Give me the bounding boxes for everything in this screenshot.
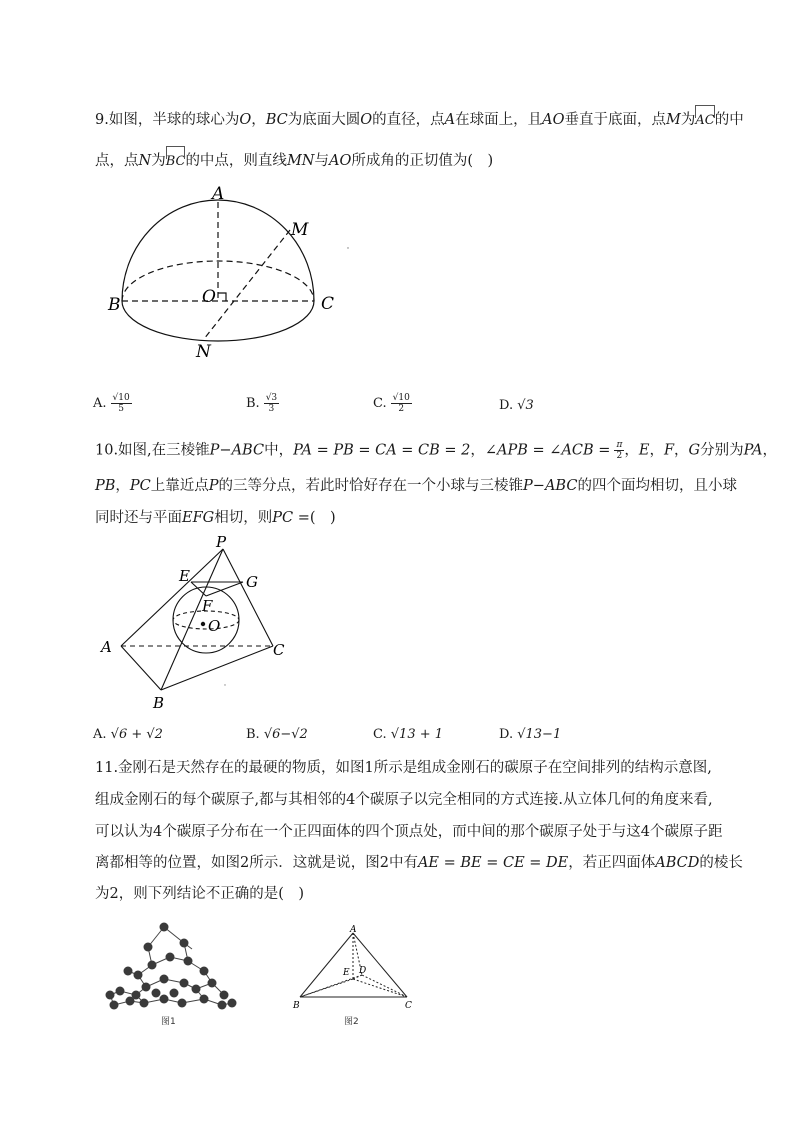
right-angle-mark — [218, 293, 226, 301]
q10-tetrahedron-figure — [95, 535, 305, 715]
label-f: F — [202, 597, 213, 615]
label-c: C — [273, 641, 285, 659]
q10-option-a[interactable]: A. √6 + √2 — [93, 727, 163, 742]
label-c: C — [321, 294, 335, 314]
q9-option-c[interactable]: C. $\frac{√10}{2}$ — [373, 393, 410, 414]
q11-stem-line5: 为2，则下列结论不正确的是( ) — [95, 886, 305, 902]
q10-stem-line1: 10.如图,在三棱锥P−ABC中，PA = PB = CA = CB = 2，∠APB = ∠ACB = $\frac{\pi}{2}$ ，E，F，G分别为PA， — [95, 440, 778, 461]
fig1-caption: 图1 — [161, 1017, 176, 1027]
label-e: E — [343, 968, 350, 978]
q10-option-d[interactable]: D. √13−1 — [499, 727, 562, 742]
q11-stem-line3: 可以认为4个碳原子分布在一个正四面体的四个顶点处，而中间的那个碳原子处于与这4个碳原子距 — [95, 824, 723, 840]
label-g: G — [246, 573, 258, 591]
label-a: A — [212, 184, 225, 204]
label-d: D — [359, 966, 367, 976]
arc-ac: AC — [695, 105, 714, 131]
base-ellipse-front — [122, 301, 314, 341]
label-b: B — [293, 1001, 300, 1011]
q9-option-a[interactable]: A. $\frac{√10}{5}$ — [93, 393, 130, 414]
label-a: A — [101, 638, 112, 656]
q9-option-b[interactable]: B. $\frac{√3}{3}$ — [246, 393, 278, 414]
q11-stem-line4: 离都相等的位置，如图2所示．这就是说，图2中有AE = BE = CE = DE，若正四面体ABCD的棱长 — [95, 855, 743, 871]
q10-option-c[interactable]: C. √13 + 1 — [373, 727, 444, 742]
arc-bc: BC — [166, 146, 186, 172]
segment-mn — [204, 230, 290, 339]
q10-option-b[interactable]: B. √6−√2 — [246, 727, 308, 742]
label-o: O — [202, 287, 216, 307]
label-e: E — [179, 567, 190, 585]
q11-fig1-diamond-lattice — [100, 915, 240, 1030]
fig2-caption: 图2 — [344, 1017, 359, 1027]
label-m: M — [291, 220, 309, 240]
pi-over-2: $\frac{\pi}{2}$ — [616, 440, 623, 461]
q9-stem-line1: 9.如图，半球的球心为O，BC为底面大圆O的直径，点A在球面上，且AO垂直于底面，点M为AC的中 — [95, 105, 744, 131]
label-b: B — [153, 694, 165, 712]
q10-stem-line2: PB，PC上靠近点P的三等分点，若此时恰好存在一个小球与三棱锥P−ABC的四个面均相切，且小球 — [95, 478, 737, 494]
q11-fig2-tetrahedron — [290, 925, 420, 1030]
q9-hemisphere-figure — [100, 185, 360, 365]
label-b: B — [108, 295, 121, 315]
q11-stem-line1: 11.金刚石是天然存在的最硬的物质，如图1所示是组成金刚石的碳原子在空间排列的结构示意图, — [95, 760, 712, 776]
label-c: C — [405, 1001, 412, 1011]
label-p: P — [216, 533, 227, 551]
q10-stem-line3: 同时还与平面EFG相切，则PC =( ) — [95, 510, 336, 526]
label-a: A — [350, 925, 357, 935]
q11-stem-line2: 组成金刚石的每个碳原子,都与其相邻的4个碳原子以完全相同的方式连接.从立体几何的角度来看, — [95, 792, 713, 808]
q9-stem-line2: 点，点N为BC的中点，则直线MN与AO所成角的正切值为( ) — [95, 146, 493, 172]
label-o: O — [208, 617, 221, 635]
label-n: N — [196, 342, 211, 362]
q9-option-d[interactable]: D. √3 — [499, 398, 534, 413]
